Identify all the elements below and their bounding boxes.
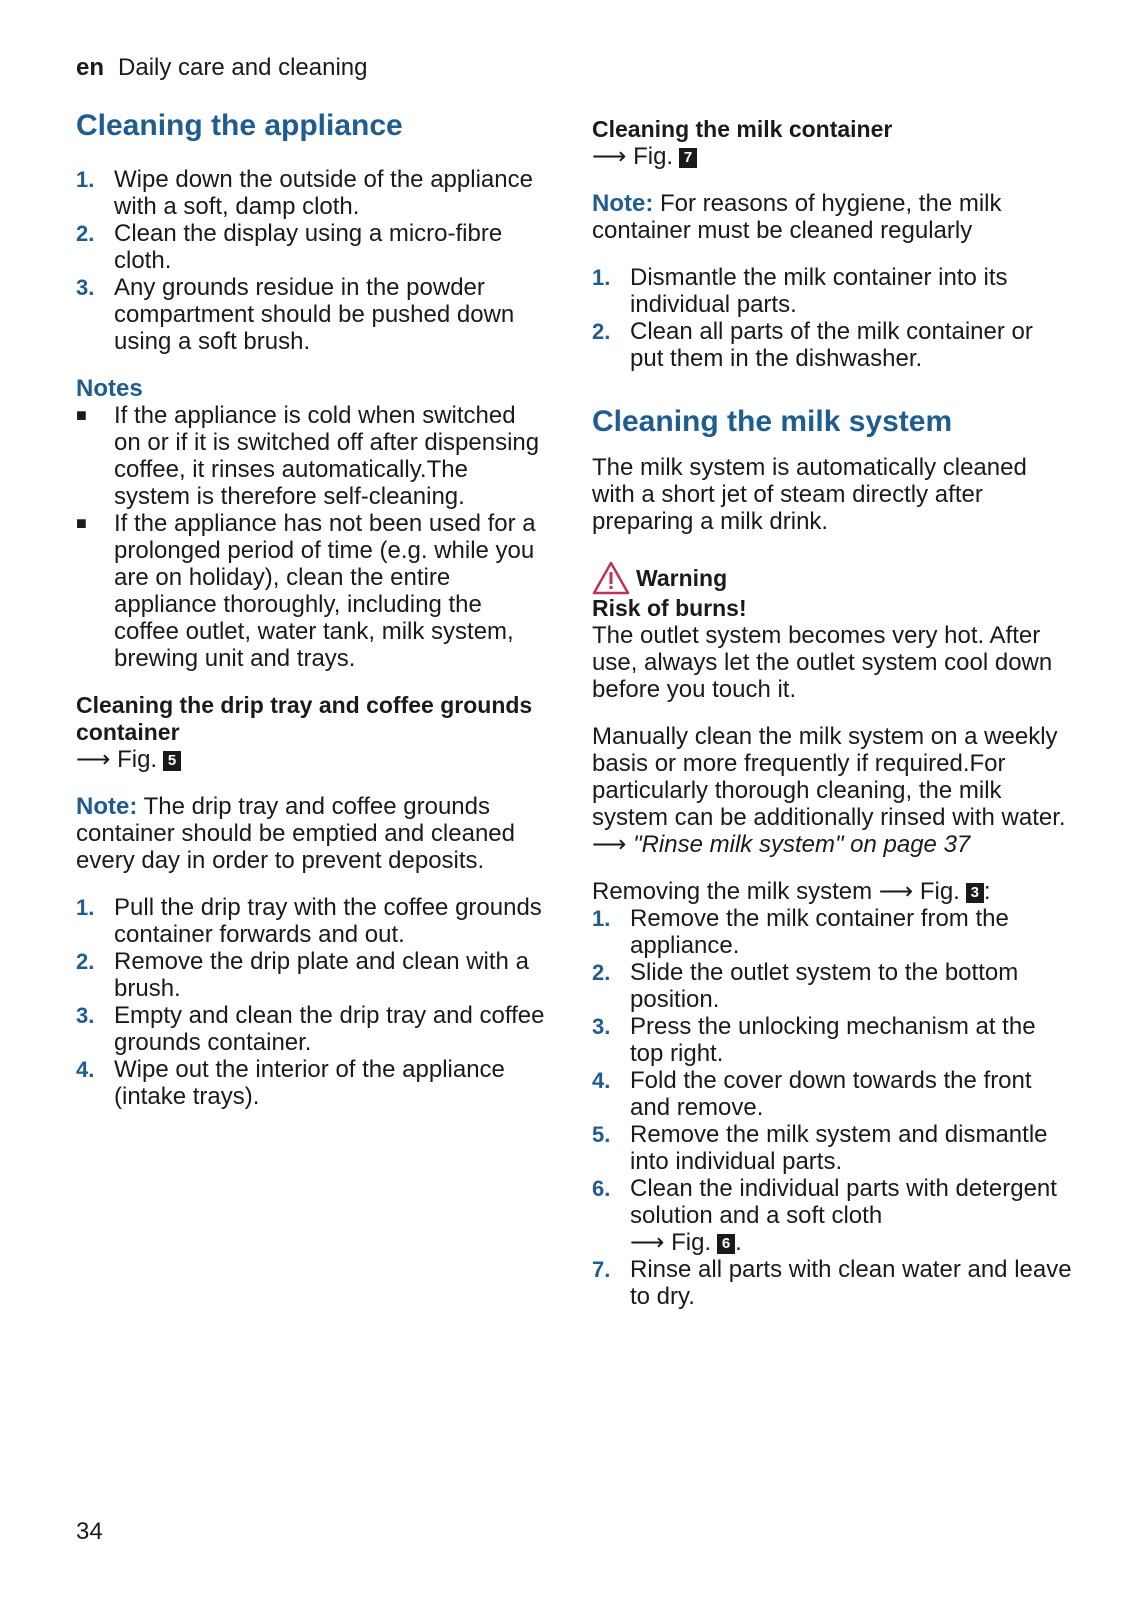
step-number: 1.	[592, 906, 611, 931]
step-text: Wipe out the interior of the appliance (intake trays).	[114, 1056, 505, 1110]
list-item	[76, 1002, 546, 1056]
removing-intro: Removing the milk system ⟶ Fig. 3 :	[592, 878, 991, 905]
milk-system-heading: Cleaning the milk system	[592, 405, 953, 438]
step-number: 1.	[76, 167, 95, 192]
removing-steps	[592, 905, 1072, 1310]
drip-tray-heading: Cleaning the drip tray and coffee grounds container	[76, 692, 533, 745]
note-label: Note:	[592, 190, 654, 217]
list-item	[592, 959, 1072, 1013]
note-label: Note:	[76, 793, 138, 820]
warning-triangle-icon	[592, 561, 630, 595]
list-item	[76, 510, 546, 672]
step-text: Remove the milk system and dismantle into individual parts.	[630, 1121, 1048, 1175]
fig-label: Fig.	[633, 143, 674, 170]
step-number: 2.	[76, 221, 95, 246]
step-number: 2.	[592, 319, 611, 344]
page-header	[76, 54, 368, 82]
list-item	[76, 220, 546, 274]
step-text: Fold the cover down towards the front and remove.	[630, 1067, 1032, 1121]
fig-label: Fig.	[671, 1229, 712, 1256]
list-item	[592, 1256, 1072, 1310]
step-number: 2.	[592, 960, 611, 985]
arrow-right-icon: ⟶	[592, 831, 627, 858]
manual-text: Manually clean the milk system on a weekly basis or more frequently if required.For particularly thorough cleaning, the milk system can be additionally rinsed with water.	[592, 723, 1066, 831]
step-text: Empty and clean the drip tray and coffee grounds container.	[114, 1002, 545, 1056]
page-number: 34	[76, 1518, 103, 1545]
milk-container-heading: Cleaning the milk container	[592, 116, 893, 142]
step-text: Clean all parts of the milk container or put them in the dishwasher.	[630, 318, 1033, 372]
step-text: Remove the drip plate and clean with a brush.	[114, 948, 529, 1002]
warning-label: Warning	[636, 564, 728, 591]
step-number: 2.	[76, 949, 95, 974]
list-item	[592, 1013, 1072, 1067]
drip-note	[76, 793, 546, 874]
step-number: 4.	[592, 1068, 611, 1093]
list-item	[76, 894, 546, 948]
step-text: Press the unlocking mechanism at the top right.	[630, 1013, 1036, 1067]
note-text: For reasons of hygiene, the milk container must be cleaned regularly	[592, 190, 1002, 244]
note-text: The drip tray and coffee grounds container should be emptied and cleaned every day in order to prevent deposits.	[76, 793, 515, 874]
step-text: Remove the milk container from the appliance.	[630, 905, 1009, 959]
right-column	[592, 108, 1072, 1310]
arrow-right-icon: ⟶	[76, 746, 111, 773]
arrow-right-icon: ⟶	[878, 878, 914, 905]
list-item	[592, 905, 1072, 959]
step-number: 4.	[76, 1057, 95, 1082]
drip-fig-ref	[76, 746, 546, 773]
warning-heading	[592, 561, 1072, 595]
list-item	[76, 402, 546, 510]
removing-label: Removing the milk system	[592, 878, 873, 905]
notes-list	[76, 402, 546, 672]
arrow-right-icon: ⟶	[592, 143, 627, 170]
risk-text: The outlet system becomes very hot. After use, always let the outlet system cool down before you touch it.	[592, 622, 1053, 703]
list-item	[76, 274, 546, 355]
drip-steps	[76, 894, 546, 1110]
list-item	[592, 318, 1072, 372]
figure-number-badge: 7	[679, 148, 697, 168]
bullet-icon: ■	[76, 513, 87, 533]
milk-container-steps	[592, 264, 1072, 372]
notes-heading: Notes	[76, 375, 143, 402]
milk-system-intro: The milk system is automatically cleaned with a short jet of steam directly after preparing a milk drink.	[592, 454, 1027, 535]
fig-label: Fig.	[117, 746, 158, 773]
manual-clean-text	[592, 723, 1072, 858]
section-title: Daily care and cleaning	[118, 54, 368, 81]
milk-container-fig-ref	[592, 143, 1072, 170]
list-item	[76, 166, 546, 220]
left-column	[76, 108, 546, 1110]
list-item	[592, 1121, 1072, 1175]
step6-text: Clean the individual parts with detergent solution and a soft cloth	[630, 1175, 1057, 1229]
step-number: 5.	[592, 1122, 611, 1147]
page-reference-link[interactable]: "Rinse milk system" on page 37	[633, 831, 971, 858]
language-code: en	[76, 54, 105, 81]
risk-heading: Risk of burns!	[592, 595, 747, 621]
figure-number-badge: 6	[717, 1234, 735, 1254]
list-item	[76, 1056, 546, 1110]
list-item	[592, 1067, 1072, 1121]
note-text: If the appliance is cold when switched on or if it is switched off after dispensing coffee, it rinses automatically.The system is therefore self-cleaning.	[114, 402, 540, 510]
note-text: If the appliance has not been used for a prolonged period of time (e.g. while you are on holiday), clean the entire appliance thoroughly, including the coffee outlet, water tank, milk system, brewing unit and trays.	[114, 510, 536, 672]
figure-number-badge: 5	[163, 751, 181, 771]
step-number: 3.	[592, 1014, 611, 1039]
fig-label: Fig.	[919, 878, 960, 905]
step-text: Pull the drip tray with the coffee grounds container forwards and out.	[114, 894, 542, 948]
step-text: Slide the outlet system to the bottom position.	[630, 959, 1019, 1013]
bullet-icon: ■	[76, 405, 87, 425]
step-text: Rinse all parts with clean water and leave to dry.	[630, 1256, 1072, 1310]
figure-number-badge: 3	[966, 883, 984, 903]
list-item	[592, 264, 1072, 318]
step-number: 6.	[592, 1176, 611, 1201]
step-text: Any grounds residue in the powder compartment should be pushed down using a soft brush.	[114, 274, 515, 355]
step-text: Wipe down the outside of the appliance with a soft, damp cloth.	[114, 166, 533, 220]
list-item	[76, 948, 546, 1002]
arrow-right-icon: ⟶	[630, 1229, 665, 1256]
step-text: Dismantle the milk container into its individual parts.	[630, 264, 1008, 318]
appliance-steps	[76, 166, 546, 355]
milk-container-note	[592, 190, 1072, 244]
step-number: 3.	[76, 275, 95, 300]
cleaning-appliance-heading: Cleaning the appliance	[76, 109, 403, 142]
list-item	[592, 1175, 1072, 1256]
step-text: Clean the display using a micro-fibre cloth.	[114, 220, 503, 274]
step-number: 7.	[592, 1257, 611, 1282]
step-number: 3.	[76, 1003, 95, 1028]
step-text: Clean the individual parts with detergent solution and a soft cloth ⟶ Fig. 6 .	[630, 1175, 1057, 1256]
step-number: 1.	[76, 895, 95, 920]
step-number: 1.	[592, 265, 611, 290]
